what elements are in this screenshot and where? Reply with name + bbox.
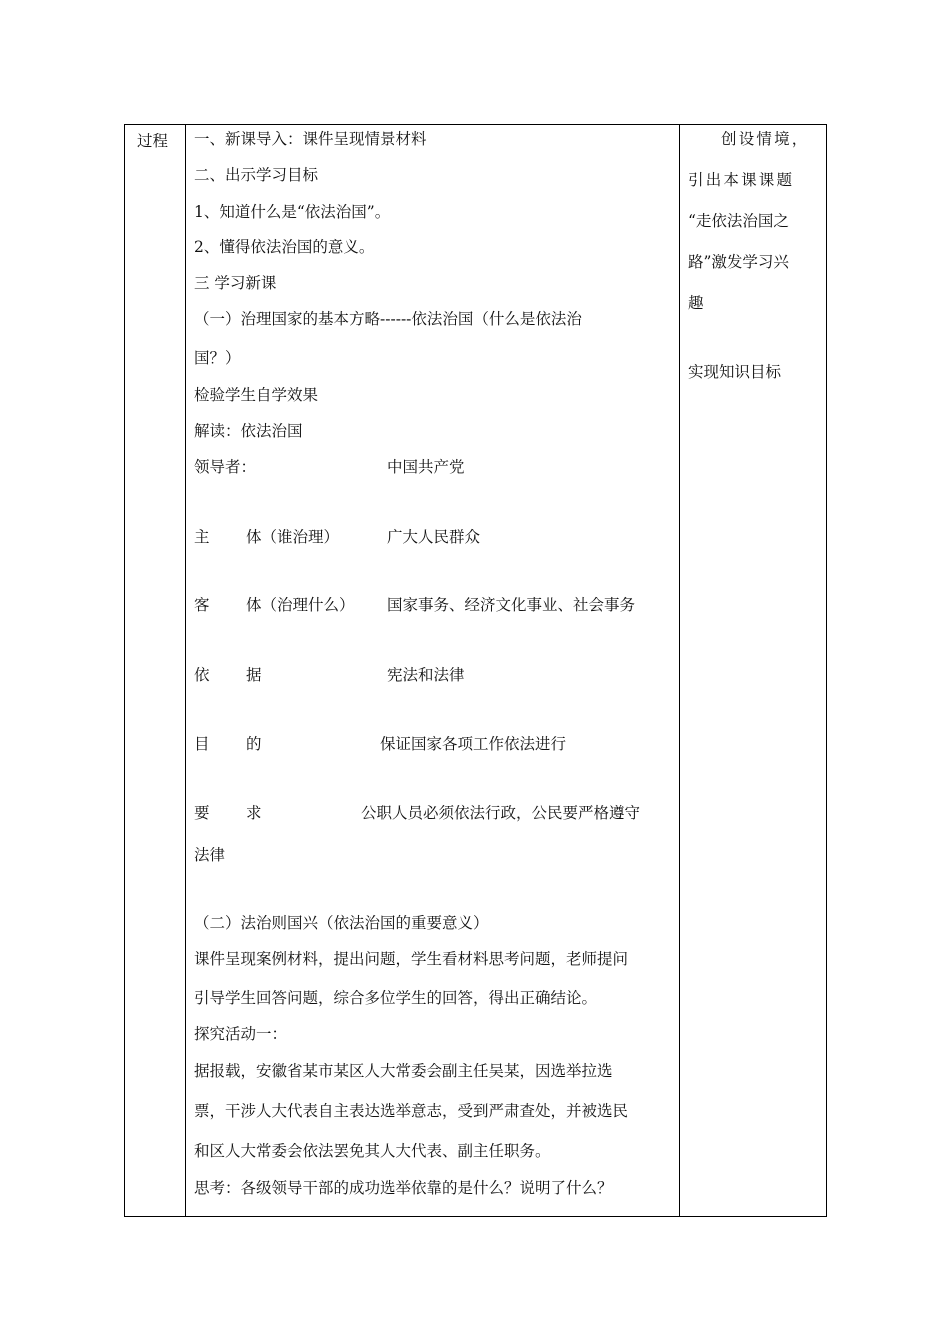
row-basis-label-b: 据 xyxy=(246,666,262,684)
row-object-label-b: 体（治理什么） xyxy=(246,596,355,614)
intro-line: 一、新课导入：课件呈现情景材料 xyxy=(194,130,427,148)
section2-title: （二）法治则国兴（依法治国的重要意义） xyxy=(194,914,489,932)
activity-heading: 探究活动一： xyxy=(194,1025,288,1043)
objectives-heading: 二、出示学习目标 xyxy=(194,166,319,184)
lesson-plan-table xyxy=(124,124,827,1217)
row-requirement-label-a: 要 xyxy=(194,804,210,822)
side-note-line: 创设情境， xyxy=(721,130,810,148)
section1-title: （一）治理国家的基本方略------依法治国（什么是依法治 xyxy=(194,310,582,328)
new-lesson-heading: 三 学习新课 xyxy=(194,274,277,292)
row-object-label-a: 客 xyxy=(194,596,210,614)
section2-line: 课件呈现案例材料，提出问题，学生看材料思考问题，老师提问 xyxy=(194,950,629,968)
section2-line: 引导学生回答问题，综合多位学生的回答，得出正确结论。 xyxy=(194,989,598,1007)
side-goal: 实现知识目标 xyxy=(688,363,782,381)
row-purpose-label-b: 的 xyxy=(246,735,262,753)
row-leader-label: 领导者： xyxy=(194,458,257,476)
row-subject-label-a: 主 xyxy=(194,528,210,546)
case-line: 据报载，安徽省某市某区人大常委会副主任吴某，因选举拉选 xyxy=(194,1062,613,1080)
row-basis-value: 宪法和法律 xyxy=(387,666,465,684)
row-subject-value: 广大人民群众 xyxy=(387,528,481,546)
row-label: 过程 xyxy=(137,132,169,150)
section1-title-cont: 国？） xyxy=(194,349,241,367)
case-line: 和区人大常委会依法罢免其人大代表、副主任职务。 xyxy=(194,1142,551,1160)
interpretation-heading: 解读：依法治国 xyxy=(194,422,303,440)
think-question: 思考：各级领导干部的成功选举依靠的是什么？说明了什么？ xyxy=(194,1179,613,1197)
side-note-line: 趣 xyxy=(688,294,704,312)
self-study-check: 检验学生自学效果 xyxy=(194,386,319,404)
row-basis-label-a: 依 xyxy=(194,666,210,684)
column-divider xyxy=(185,125,186,1216)
row-requirement-value: 公职人员必须依法行政，公民要严格遵守 xyxy=(361,804,641,822)
row-object-value: 国家事务、经济文化事业、社会事务 xyxy=(387,596,636,614)
side-note-line: 引出本课课题 xyxy=(688,171,795,189)
row-leader-value: 中国共产党 xyxy=(387,458,465,476)
column-divider xyxy=(679,125,680,1216)
side-note-line: 路”激发学习兴 xyxy=(688,253,789,271)
side-note-line: “走依法治国之 xyxy=(688,212,789,230)
case-line: 票，干涉人大代表自主表达选举意志，受到严肃查处，并被选民 xyxy=(194,1102,629,1120)
objective-2: 2、懂得依法治国的意义。 xyxy=(194,238,375,256)
row-subject-label-b: 体（谁治理） xyxy=(246,528,340,546)
objective-1: 1、知道什么是“依法治国”。 xyxy=(194,203,391,221)
row-purpose-value: 保证国家各项工作依法进行 xyxy=(380,735,567,753)
row-purpose-label-a: 目 xyxy=(194,735,210,753)
row-requirement-label-b: 求 xyxy=(246,804,262,822)
row-requirement-cont: 法律 xyxy=(194,846,226,864)
